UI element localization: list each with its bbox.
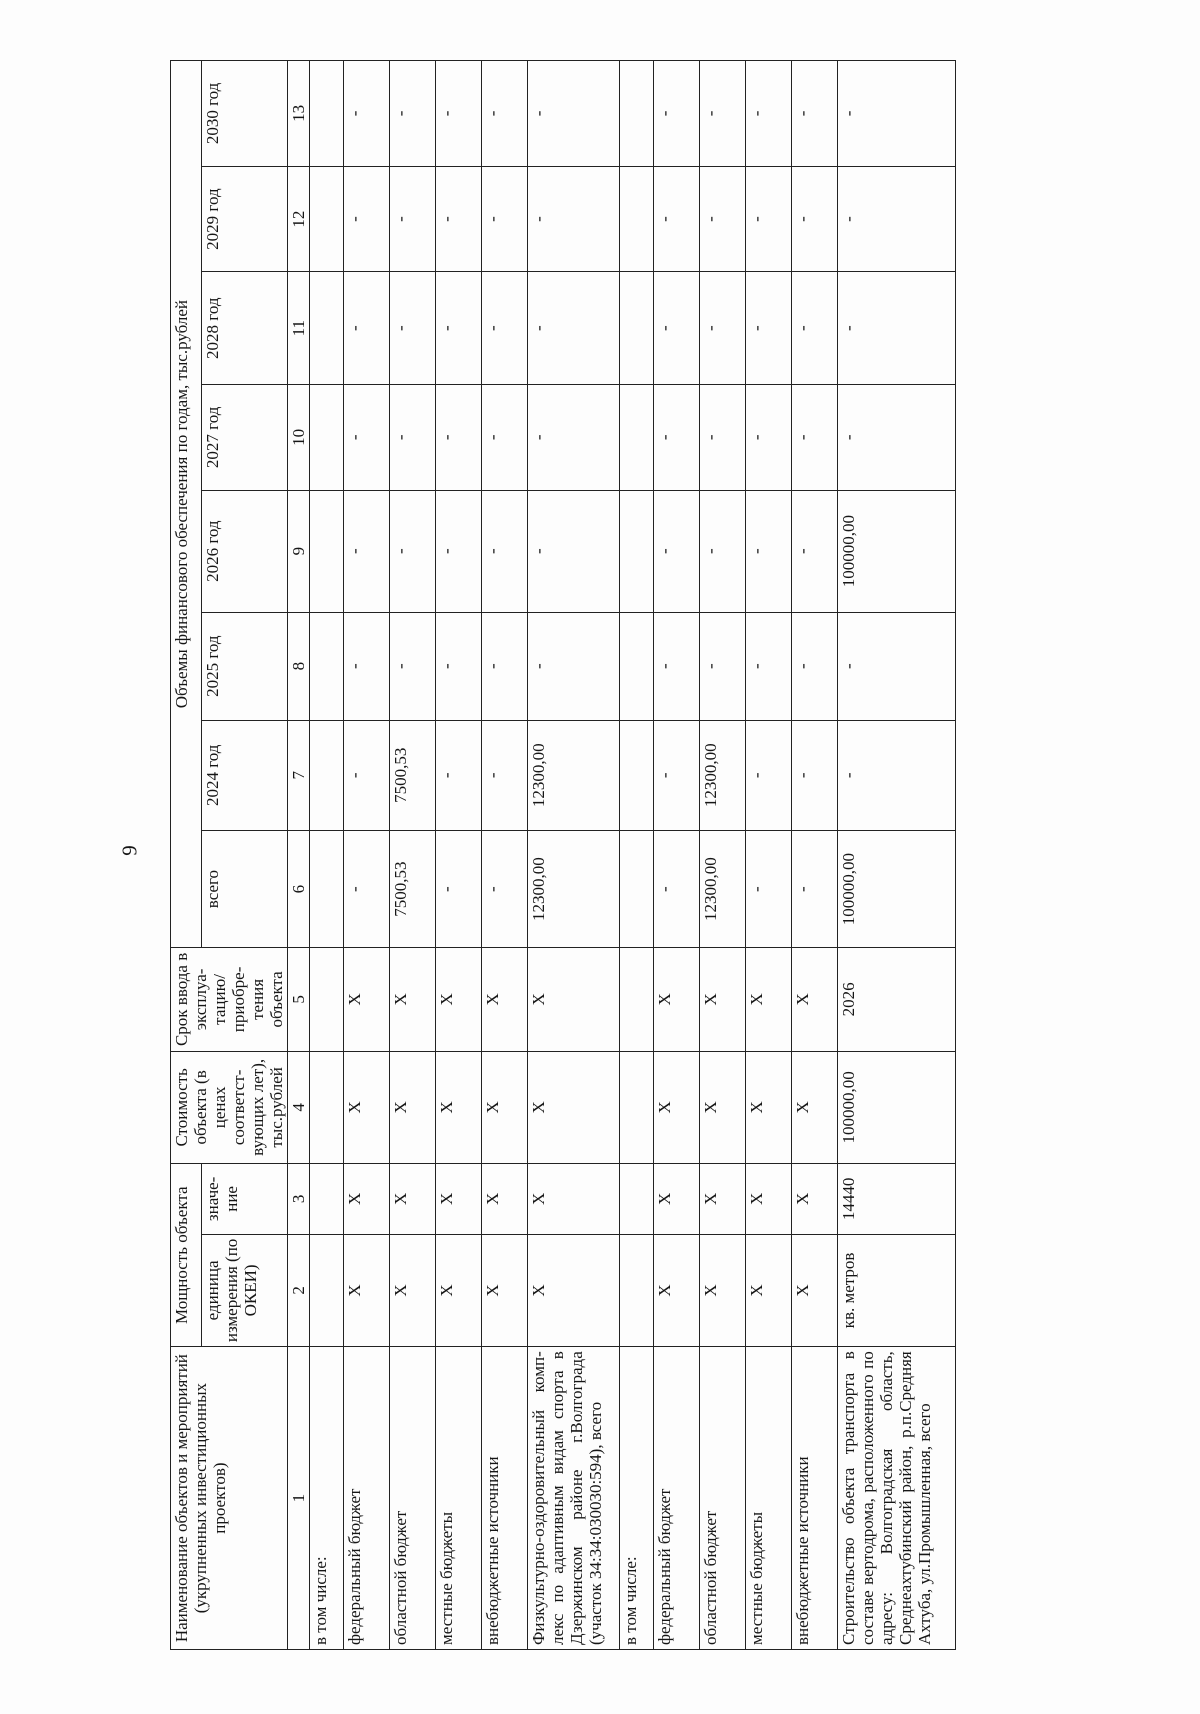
rotated-page-content	[170, 60, 1180, 1650]
cell-name: в том числе:	[310, 1347, 344, 1650]
cell-y2027: -	[746, 385, 792, 491]
cell-y2028	[310, 272, 344, 385]
cell-total: -	[746, 830, 792, 947]
cell-cost	[310, 1051, 344, 1164]
table-row	[344, 61, 390, 1650]
cell-y2028: -	[838, 272, 956, 385]
cell-name: местные бюджеты	[746, 1347, 792, 1650]
cell-unit: X	[344, 1234, 390, 1347]
cell-term	[620, 948, 654, 1051]
cell-term: X	[390, 948, 436, 1051]
page-number: 9	[117, 845, 142, 856]
cell-y2024: -	[344, 720, 390, 830]
table-row	[390, 61, 436, 1650]
cell-y2028: -	[390, 272, 436, 385]
cell-unit: кв. метров	[838, 1234, 956, 1347]
cell-y2026	[620, 490, 654, 612]
cell-y2026: -	[654, 490, 700, 612]
cell-y2030	[620, 61, 654, 167]
cell-value: X	[700, 1164, 746, 1234]
cell-y2025: -	[792, 612, 838, 720]
cell-value: X	[482, 1164, 528, 1234]
cell-total: -	[654, 830, 700, 947]
cell-value: X	[390, 1164, 436, 1234]
header-cost: Стоимость объекта (в ценах соответст- вующих лет), тыс.рублей	[171, 1051, 288, 1164]
column-number: 9	[288, 490, 310, 612]
cell-y2030: -	[700, 61, 746, 167]
cell-y2030: -	[436, 61, 482, 167]
cell-y2027: -	[482, 385, 528, 491]
cell-cost: X	[528, 1051, 620, 1164]
cell-y2026: -	[746, 490, 792, 612]
header-term: Срок ввода в эксплуа- тацию/ приобре- тения объекта	[171, 948, 288, 1051]
cell-y2025: -	[528, 612, 620, 720]
cell-y2028: -	[654, 272, 700, 385]
cell-cost: X	[792, 1051, 838, 1164]
cell-name: местные бюджеты	[436, 1347, 482, 1650]
header-year-2030: 2030 год	[202, 61, 288, 167]
cell-cost: X	[344, 1051, 390, 1164]
cell-cost: X	[390, 1051, 436, 1164]
column-number: 1	[288, 1347, 310, 1650]
cell-y2024	[620, 720, 654, 830]
cell-y2029: -	[390, 166, 436, 272]
cell-name: федеральный бюджет	[654, 1347, 700, 1650]
table-row	[746, 61, 792, 1650]
cell-y2024: -	[436, 720, 482, 830]
header-capacity-unit: единица измерения (по ОКЕИ)	[202, 1234, 288, 1347]
cell-value: 14440	[838, 1164, 956, 1234]
cell-y2028: -	[344, 272, 390, 385]
column-number: 4	[288, 1051, 310, 1164]
cell-name: внебюджетные источники	[482, 1347, 528, 1650]
cell-y2025: -	[700, 612, 746, 720]
header-capacity: Мощность объекта	[171, 1164, 202, 1347]
cell-y2029: -	[344, 166, 390, 272]
cell-cost: X	[746, 1051, 792, 1164]
cell-y2029: -	[746, 166, 792, 272]
cell-unit	[620, 1234, 654, 1347]
cell-value: X	[528, 1164, 620, 1234]
cell-value	[620, 1164, 654, 1234]
header-year-2026: 2026 год	[202, 490, 288, 612]
cell-term: X	[700, 948, 746, 1051]
cell-y2025	[310, 612, 344, 720]
table-row	[310, 61, 344, 1650]
cell-y2029	[620, 166, 654, 272]
cell-y2026: -	[482, 490, 528, 612]
cell-unit	[310, 1234, 344, 1347]
cell-y2025: -	[746, 612, 792, 720]
cell-y2030: -	[390, 61, 436, 167]
cell-unit: X	[700, 1234, 746, 1347]
cell-term: X	[528, 948, 620, 1051]
column-number: 5	[288, 948, 310, 1051]
table-row	[528, 61, 620, 1650]
table-row	[436, 61, 482, 1650]
cell-y2024: -	[746, 720, 792, 830]
column-number: 3	[288, 1164, 310, 1234]
cell-y2030: -	[528, 61, 620, 167]
column-number-row	[288, 61, 310, 1650]
table-body	[310, 61, 956, 1650]
cell-term	[310, 948, 344, 1051]
column-number: 12	[288, 166, 310, 272]
cell-term: X	[792, 948, 838, 1051]
cell-term: X	[482, 948, 528, 1051]
cell-y2025: -	[436, 612, 482, 720]
cell-name: областной бюджет	[700, 1347, 746, 1650]
cell-y2028: -	[792, 272, 838, 385]
column-number: 13	[288, 61, 310, 167]
cell-y2024: 12300,00	[528, 720, 620, 830]
cell-name: Строительство объекта транспорта в составе вертодрома, расположенного по адресу: Волгоградская область, Среднеахтубинский район, р.п.Средняя Ахтуба, ул.Промышленная, всего	[838, 1347, 956, 1650]
cell-y2027: -	[654, 385, 700, 491]
cell-y2030: -	[838, 61, 956, 167]
cell-unit: X	[792, 1234, 838, 1347]
header-year-2029: 2029 год	[202, 166, 288, 272]
column-number: 10	[288, 385, 310, 491]
cell-y2030: -	[746, 61, 792, 167]
cell-y2029	[310, 166, 344, 272]
cell-y2024: -	[838, 720, 956, 830]
cell-name: внебюджетные источники	[792, 1347, 838, 1650]
cell-y2030: -	[654, 61, 700, 167]
cell-y2028: -	[746, 272, 792, 385]
cell-y2030: -	[482, 61, 528, 167]
cell-unit: X	[746, 1234, 792, 1347]
cell-unit: X	[482, 1234, 528, 1347]
cell-y2029: -	[528, 166, 620, 272]
cell-term: X	[436, 948, 482, 1051]
cell-y2026: -	[700, 490, 746, 612]
cell-y2025: -	[838, 612, 956, 720]
cell-value: X	[344, 1164, 390, 1234]
cell-cost: X	[436, 1051, 482, 1164]
cell-total	[310, 830, 344, 947]
table-row	[482, 61, 528, 1650]
cell-y2024	[310, 720, 344, 830]
cell-y2026	[310, 490, 344, 612]
cell-total: 12300,00	[528, 830, 620, 947]
cell-value: X	[654, 1164, 700, 1234]
cell-name: Физкультурно-оздоровительный комп- лекс по адаптивным видам спорта в Дзержинском районе г.Волгограда (участок 34:34:030030:594), всего	[528, 1347, 620, 1650]
cell-term: 2026	[838, 948, 956, 1051]
cell-unit: X	[390, 1234, 436, 1347]
cell-total: -	[482, 830, 528, 947]
column-number: 8	[288, 612, 310, 720]
cell-y2027: -	[700, 385, 746, 491]
cell-unit: X	[436, 1234, 482, 1347]
cell-y2027: -	[390, 385, 436, 491]
cell-total: -	[792, 830, 838, 947]
cell-y2030: -	[344, 61, 390, 167]
cell-y2027: -	[344, 385, 390, 491]
cell-y2029: -	[482, 166, 528, 272]
cell-value	[310, 1164, 344, 1234]
cell-y2024: 12300,00	[700, 720, 746, 830]
cell-total: 12300,00	[700, 830, 746, 947]
table-row	[654, 61, 700, 1650]
cell-total: -	[344, 830, 390, 947]
header-year-2024: 2024 год	[202, 720, 288, 830]
cell-y2027	[620, 385, 654, 491]
column-number: 11	[288, 272, 310, 385]
cell-y2028: -	[528, 272, 620, 385]
header-capacity-value: значе- ние	[202, 1164, 288, 1234]
cell-y2025	[620, 612, 654, 720]
cell-y2027	[310, 385, 344, 491]
column-number: 7	[288, 720, 310, 830]
header-year-2025: 2025 год	[202, 612, 288, 720]
cell-term: X	[746, 948, 792, 1051]
cell-name: в том числе:	[620, 1347, 654, 1650]
cell-y2030: -	[792, 61, 838, 167]
cell-y2024: -	[482, 720, 528, 830]
cell-total: 7500,53	[390, 830, 436, 947]
cell-y2026: -	[792, 490, 838, 612]
cell-y2028	[620, 272, 654, 385]
header-finance: Объемы финансового обеспечения по годам, тыс.рублей	[171, 61, 202, 948]
header-name: Наименование объектов и мероприятий (укрупненных инвестиционных проектов)	[171, 1347, 288, 1650]
cell-y2024: 7500,53	[390, 720, 436, 830]
cell-y2026: -	[528, 490, 620, 612]
cell-y2027: -	[528, 385, 620, 491]
cell-y2029: -	[838, 166, 956, 272]
cell-value: X	[436, 1164, 482, 1234]
cell-y2029: -	[792, 166, 838, 272]
table-row	[700, 61, 746, 1650]
cell-y2028: -	[436, 272, 482, 385]
financing-table	[170, 60, 956, 1650]
table-row	[620, 61, 654, 1650]
cell-total: -	[436, 830, 482, 947]
cell-term: X	[344, 948, 390, 1051]
cell-y2024: -	[654, 720, 700, 830]
cell-unit: X	[654, 1234, 700, 1347]
cell-y2027: -	[838, 385, 956, 491]
header-year-2027: 2027 год	[202, 385, 288, 491]
cell-unit: X	[528, 1234, 620, 1347]
cell-y2029: -	[654, 166, 700, 272]
cell-y2025: -	[390, 612, 436, 720]
cell-cost: X	[700, 1051, 746, 1164]
cell-y2028: -	[482, 272, 528, 385]
cell-total	[620, 830, 654, 947]
header-year-2028: 2028 год	[202, 272, 288, 385]
column-number: 6	[288, 830, 310, 947]
cell-total: 100000,00	[838, 830, 956, 947]
cell-value: X	[792, 1164, 838, 1234]
cell-cost: X	[654, 1051, 700, 1164]
header-total: всего	[202, 830, 288, 947]
cell-y2026: -	[344, 490, 390, 612]
cell-cost	[620, 1051, 654, 1164]
cell-y2029: -	[700, 166, 746, 272]
cell-y2029: -	[436, 166, 482, 272]
cell-y2025: -	[482, 612, 528, 720]
cell-value: X	[746, 1164, 792, 1234]
cell-cost: 100000,00	[838, 1051, 956, 1164]
cell-term: X	[654, 948, 700, 1051]
cell-y2026: 100000,00	[838, 490, 956, 612]
cell-name: федеральный бюджет	[344, 1347, 390, 1650]
cell-y2028: -	[700, 272, 746, 385]
table-row	[792, 61, 838, 1650]
cell-y2025: -	[344, 612, 390, 720]
cell-y2027: -	[792, 385, 838, 491]
cell-y2026: -	[390, 490, 436, 612]
cell-y2030	[310, 61, 344, 167]
cell-y2027: -	[436, 385, 482, 491]
cell-cost: X	[482, 1051, 528, 1164]
column-number: 2	[288, 1234, 310, 1347]
cell-name: областной бюджет	[390, 1347, 436, 1650]
cell-y2026: -	[436, 490, 482, 612]
cell-y2024: -	[792, 720, 838, 830]
table-row	[838, 61, 956, 1650]
cell-y2025: -	[654, 612, 700, 720]
